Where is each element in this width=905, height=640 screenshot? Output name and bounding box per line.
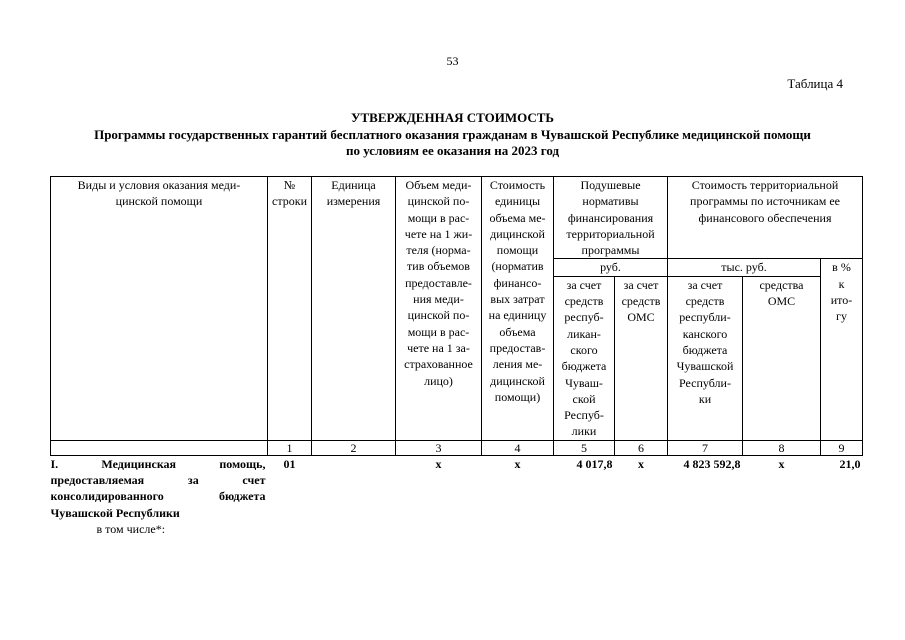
column-number: 5 <box>554 440 615 455</box>
row-label: I. Медицинская помощь, предоставляемая за счет консолидированного бюджета Чувашской Республики <box>50 456 266 520</box>
header-per-capita-group: Подушевые нормативы финансирования территориальной программы <box>554 177 668 259</box>
header-per-capita-budget: за счет средств респуб- ликан- ского бюджета Чуваш- ской Респуб- лики <box>554 276 615 440</box>
header-total-oms: средства ОМС <box>743 276 821 440</box>
column-number <box>51 440 268 455</box>
column-number: 8 <box>743 440 821 455</box>
column-number: 9 <box>821 440 863 455</box>
document-subtitle: Программы государственных гарантий бесплатного оказания гражданам в Чувашской Республике медицинской помощи по условиям ее оказания на 2023 год <box>94 127 811 158</box>
column-number: 4 <box>482 440 554 455</box>
header-unit: Единица измерения <box>312 177 396 441</box>
column-number: 7 <box>668 440 743 455</box>
row-per-capita-oms: х <box>638 456 644 471</box>
row-total-budget: 4 823 592,8 <box>683 456 741 471</box>
header-unit-rub: руб. <box>554 259 668 276</box>
header-unit-cost: Стоимость единицы объема ме- дицинской помощи (норматив финансо- вых затрат на единицу объема предостав- ления ме- дицинской помощи) <box>482 177 554 441</box>
table-row <box>51 455 863 521</box>
row-per-capita-budget: 4 017,8 <box>576 456 613 471</box>
row-number: 01 <box>283 456 296 471</box>
document-title: УТВЕРЖДЕННАЯ СТОИМОСТЬ <box>350 110 555 125</box>
row-total-oms: х <box>778 456 785 471</box>
header-volume: Объем меди- цинской по- мощи в рас- чете на 1 жи- теля (норма- тив объемов предоставле- ния меди- цинской по- мощи в рас- чете на 1 за- страхованное лицо) <box>396 177 482 441</box>
header-territorial-group: Стоимость территориальной программы по источникам ее финансового обеспечения <box>668 177 863 259</box>
header-type: Виды и условия оказания меди- цинской помощи <box>51 177 268 441</box>
row-unit <box>312 455 396 521</box>
row-volume: х <box>435 456 442 471</box>
table-label: Таблица 4 <box>787 76 843 91</box>
column-number: 6 <box>615 440 668 455</box>
sub-label: в том числе*: <box>96 521 166 536</box>
header-row-number: № строки <box>268 177 312 441</box>
column-number: 3 <box>396 440 482 455</box>
header-total-budget: за счет средств республи- канского бюджета Чувашской Республи- ки <box>668 276 743 440</box>
header-percent: в % к ито- гу <box>821 259 863 440</box>
header-unit-thousand-rub: тыс. руб. <box>668 259 821 276</box>
header-per-capita-oms: за счет средств ОМС <box>615 276 668 440</box>
column-number: 1 <box>268 440 312 455</box>
row-unit-cost: х <box>514 456 521 471</box>
cost-table <box>50 176 863 537</box>
column-number: 2 <box>312 440 396 455</box>
row-percent: 21,0 <box>839 456 861 471</box>
page-number: 53 <box>446 54 459 68</box>
